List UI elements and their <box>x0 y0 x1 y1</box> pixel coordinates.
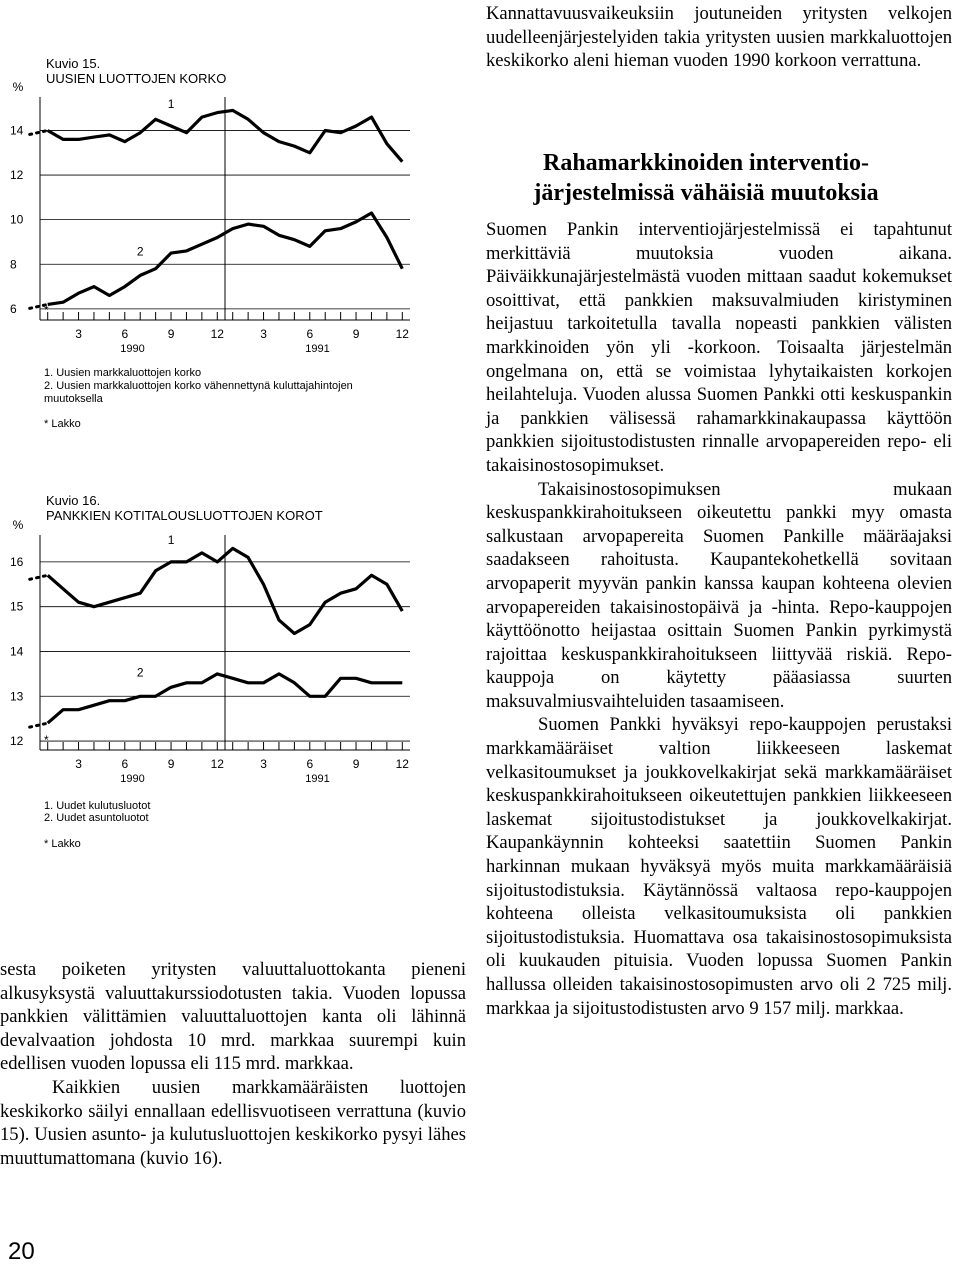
chart1-xtick-label: 12 <box>395 327 409 341</box>
chart2-ytick-label: 12 <box>10 734 24 749</box>
left-paragraph-1: sesta poiketen yritysten valuuttaluottokanta pieneni alkusyksystä valuuttakurssiodotusten takia. Vuoden lopussa pankkien välittämien valuuttaluottojen kanta oli lähinnä devalvaation johdosta 10 mrd. markkaa suurempi kuin edellisen vuoden lopussa eli 115 mrd. markkaa. <box>0 959 466 1075</box>
section-heading-line-2: järjestelmissä vähäisiä muutoksia <box>533 180 879 206</box>
chart1-year-label: 1991 <box>305 343 330 355</box>
chart1-xtick-label: 6 <box>306 327 314 341</box>
right-paragraph-3: Suomen Pankki hyväksyi repo-kauppojen perustaksi markkamääräiset valtion liikkeeseen laskemat velkasitoumukset ja joukkovelkakirjat sekä markkamääräiset keskuspankkirahoitukseen oikeutettujen pankkien liikkeeseen laskemat sijoitustodistukset ja joukkovelkakirjat. Kaupankäynnin kohteeksi saatettiin Suomen Pankin harkinnan mukaan hyväksyä myös muita markkamääräisiä sijoitustodistuksia. Käytännössä valtaosa repo-kauppojen kohteena olleista velkasitoumuksista oli pankkien sijoitustodistuksia. Huomattava osa takaisinostosopimuksista oli kuukauden pituisia. Vuoden lopussa Suomen Pankin hallussa olleiden takaisinostosopimusten arvo oli 2 725 milj. markkaa ja sijoitustodistusten arvo 9 157 milj. markkaa. <box>486 714 952 1019</box>
chart1-ytick-label: 14 <box>10 123 24 138</box>
chart2-xtick-label: 9 <box>352 757 360 771</box>
chart2-xtick-label: 9 <box>167 757 175 771</box>
chart1-strike-marker: * <box>44 303 49 317</box>
chart1-note-2: 2. Uusien markkaluottojen korko vähennettynä kuluttajahintojen muutoksella <box>44 380 353 405</box>
left-column <box>0 958 466 1170</box>
chart2-ytick-label: 14 <box>10 644 24 659</box>
chart1-title: UUSIEN LUOTTOJEN KORKO <box>46 71 227 86</box>
chart1-year-label: 1990 <box>120 343 145 355</box>
chart2-series-2-strike-segment <box>30 723 48 727</box>
chart2-xtick-label: 3 <box>260 757 267 771</box>
chart2-strike-marker: * <box>44 733 49 747</box>
left-paragraph-2: Kaikkien uusien markkamääräisten luottojen keskikorko säilyi ennallaan edellisvuotiseen verrattuna (kuvio 15). Uusien asunto- ja kulutusluottojen keskikorko pysyi lähes muuttumattomana (kuvio 16). <box>0 1076 466 1169</box>
chart1-series-label: 2 <box>136 244 144 259</box>
chart2-note-1: 1. Uudet kulutusluotot <box>44 800 151 812</box>
chart1-series-1-strike-segment <box>30 130 48 134</box>
chart1-ylabel: % <box>12 80 24 94</box>
chart1-ytick-label: 10 <box>10 212 24 227</box>
chart2-strike-note: * Lakko <box>44 838 81 850</box>
chart1-xtick-label: 6 <box>121 327 129 341</box>
right-paragraph-2: Takaisinostosopimuksen mukaan keskuspankkirahoitukseen oikeutettu pankki myy omasta salkustaan arvopapereita Suomen Pankille määräajaksi saadakseen rahoitusta. Kaupantekohetkellä sovitaan arvopaperit myyvän pankin kanssa kaupan kohteena olevien arvopapereiden takaisinostopäivä ja -hinta. Repo-kauppojen käyttöönotto heijastaa osittain Suomen Pankin pyrkimystä rajoittaa keskuspankkirahoitukseen liittyvää riskiä. Repo-kauppoja on käytetty pääasiassa suurten maksuvalmiusvaihteluiden tasaamiseen. <box>486 478 952 712</box>
chart2-xtick-label: 12 <box>210 757 224 771</box>
chart2-year-label: 1991 <box>305 773 330 785</box>
chart2-ytick-label: 16 <box>10 554 24 569</box>
chart1-xtick-label: 9 <box>352 327 360 341</box>
chart2-ylabel: % <box>12 518 24 532</box>
chart2-figure-label: Kuvio 16. <box>46 493 101 508</box>
section-heading-line-1: Rahamarkkinoiden interventio- <box>542 150 869 176</box>
chart1-note-1: 1. Uusien markkaluottojen korko <box>44 367 202 379</box>
right-intro <box>486 2 952 73</box>
chart2-ytick-label: 13 <box>10 689 24 704</box>
chart1-xtick-label: 12 <box>210 327 224 341</box>
chart1-ytick-label: 6 <box>10 301 17 316</box>
chart1-series-label: 1 <box>167 96 175 111</box>
chart2-xtick-label: 3 <box>75 757 82 771</box>
chart1-ytick-label: 8 <box>10 257 17 272</box>
page-number: 20 <box>8 1238 35 1265</box>
chart1-xtick-label: 9 <box>167 327 175 341</box>
chart2-series-label: 1 <box>167 532 175 547</box>
right-intro-text: Kannattavuusvaikeuksiin joutuneiden yritysten velkojen uudelleenjärjestelyiden takia yritysten uusien markkaluottojen keskikorko aleni hieman vuoden 1990 korkoon verrattuna. <box>486 3 952 72</box>
section-heading <box>486 148 926 208</box>
right-body <box>486 218 952 1020</box>
chart2-note-2: 2. Uudet asuntoluotot <box>44 812 149 824</box>
chart2-xtick-label: 6 <box>121 757 129 771</box>
chart1-svg <box>0 80 470 385</box>
chart2-xtick-label: 12 <box>395 757 409 771</box>
chart1-ytick-label: 12 <box>10 168 24 183</box>
chart1-xtick-label: 3 <box>75 327 82 341</box>
chart2-xtick-label: 6 <box>306 757 314 771</box>
chart2-series-label: 2 <box>136 665 144 680</box>
chart2-ytick-label: 15 <box>10 599 24 614</box>
chart2-year-label: 1990 <box>120 773 145 785</box>
chart1-figure-label: Kuvio 15. <box>46 56 101 71</box>
right-paragraph-1: Suomen Pankin interventiojärjestelmissä ei tapahtunut merkittäviä muutoksia vuoden aikana. Päiväikkunajärjestelmästä vuoden mittaan saadut kokemukset osoittivat, että pankkien maksuvalmiuden kiristyminen heijastuu tarkoitetulla tavalla nopeasti pankkien välisten markkinoiden yön yli -korkoon. Toisaalta järjestelmän ongelmana on, että se voimistaa lyhytaikaisten korkojen heilahteluja. Vuoden alussa Suomen Pankki otti keskuspankin ja pankkien välisessä rahamarkkinakaupassa käyttöön pankkien sijoitustodistusten rinnalle arvopapereiden repo- eli takaisinostosopimukset. <box>486 219 952 476</box>
chart2-title: PANKKIEN KOTITALOUSLUOTTOJEN KOROT <box>46 508 323 523</box>
chart1-strike-note: * Lakko <box>44 418 81 430</box>
chart1-xtick-label: 3 <box>260 327 267 341</box>
chart2-series-1-strike-segment <box>30 575 48 579</box>
